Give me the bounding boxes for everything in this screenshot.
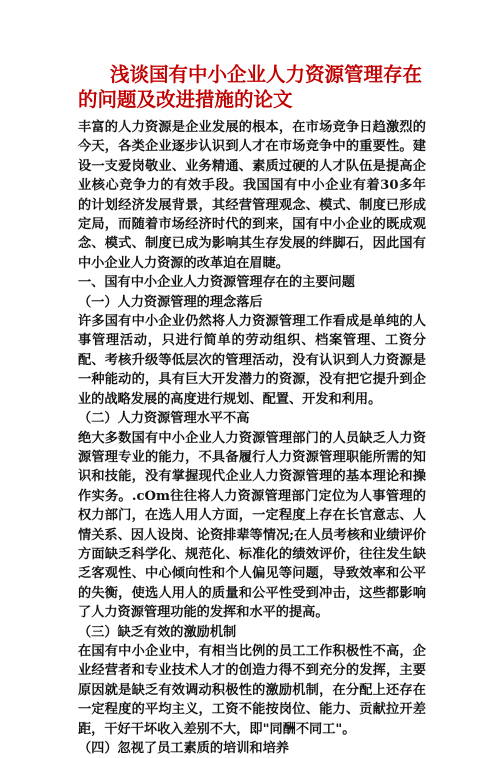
intro-paragraph: 丰富的人力资源是企业发展的根本，在市场竞争日趋激烈的今天，各类企业逐步认识到人才在市场竞争中的重要性。建设一支爱岗敬业、业务精通、素质过硬的人才队伍是提高企业核心竞争力的有效手段。我国国有中小企业有着30多年的计划经济发展背景，其经营管理观念、模式、制度已形成定局，而随着市场经济时代的到来，国有中小企业的既成观念、模式、制度已成为影响其生存发展的绊脚石，因此国有中小企业人力资源的改革迫在眉睫。: [78, 120, 426, 271]
paragraph-incentive-mechanism: 在国有中小企业中，有相当比例的员工工作积极性不高，企业经营者和专业技术人才的创造力得不到充分的发挥，主要原因就是缺乏有效调动积极性的激励机制，在分配上还存在一定程度的平均主义，工资不能按岗位、能力、贡献拉开差距，干好干坏收入差别不大，即"同酬不同工"。: [78, 643, 426, 737]
subsection-heading-3: （三）缺乏有效的激励机制: [78, 624, 237, 640]
paragraph-management-concept: 许多国有中小企业仍然将人力资源管理工作看成是单纯的人事管理活动，只进行简单的劳动组织、档案管理、工资分配、考核升级等低层次的管理活动，没有认识到人力资源是一种能动的，具有巨大开发潜力的资源，没有把它提升到企业的战略发展的高度进行规划、配置、开发和利用。: [78, 314, 426, 407]
section-heading-1: 一、国有中小企业人力资源管理存在的主要问题: [78, 275, 355, 291]
paragraph-management-level: 绝大多数国有中小企业人力资源管理部门的人员缺乏人力资源管理专业的能力，不具备履行人力资源管理职能所需的知识和技能，没有掌握现代企业人力资源管理的基本理论和操作实务。.cOm往往将人力资源管理部门定位为人事管理的权力部门，在选人用人方面，一定程度上存在长官意志、人情关系、因人设岗、论资排辈等情况;在人员考核和业绩评价方面缺乏科学化、规范化、标准化的绩效评价，往往发生缺乏客观性、中心倾向性和个人偏见等问题，导致效率和公平的失衡，使选人用人的质量和公平性受到冲击，这些都影响了人力资源管理功能的发挥和水平的提高。: [78, 430, 426, 621]
subsection-heading-4: （四）忽视了员工素质的培训和培养: [78, 741, 289, 756]
document-title: 浅谈国有中小企业人力资源管理存在的问题及改进措施的论文: [78, 63, 423, 111]
subsection-heading-1: （一）人力资源管理的理念落后: [78, 294, 263, 310]
subsection-heading-2: （二）人力资源管理水平不高: [78, 411, 250, 427]
